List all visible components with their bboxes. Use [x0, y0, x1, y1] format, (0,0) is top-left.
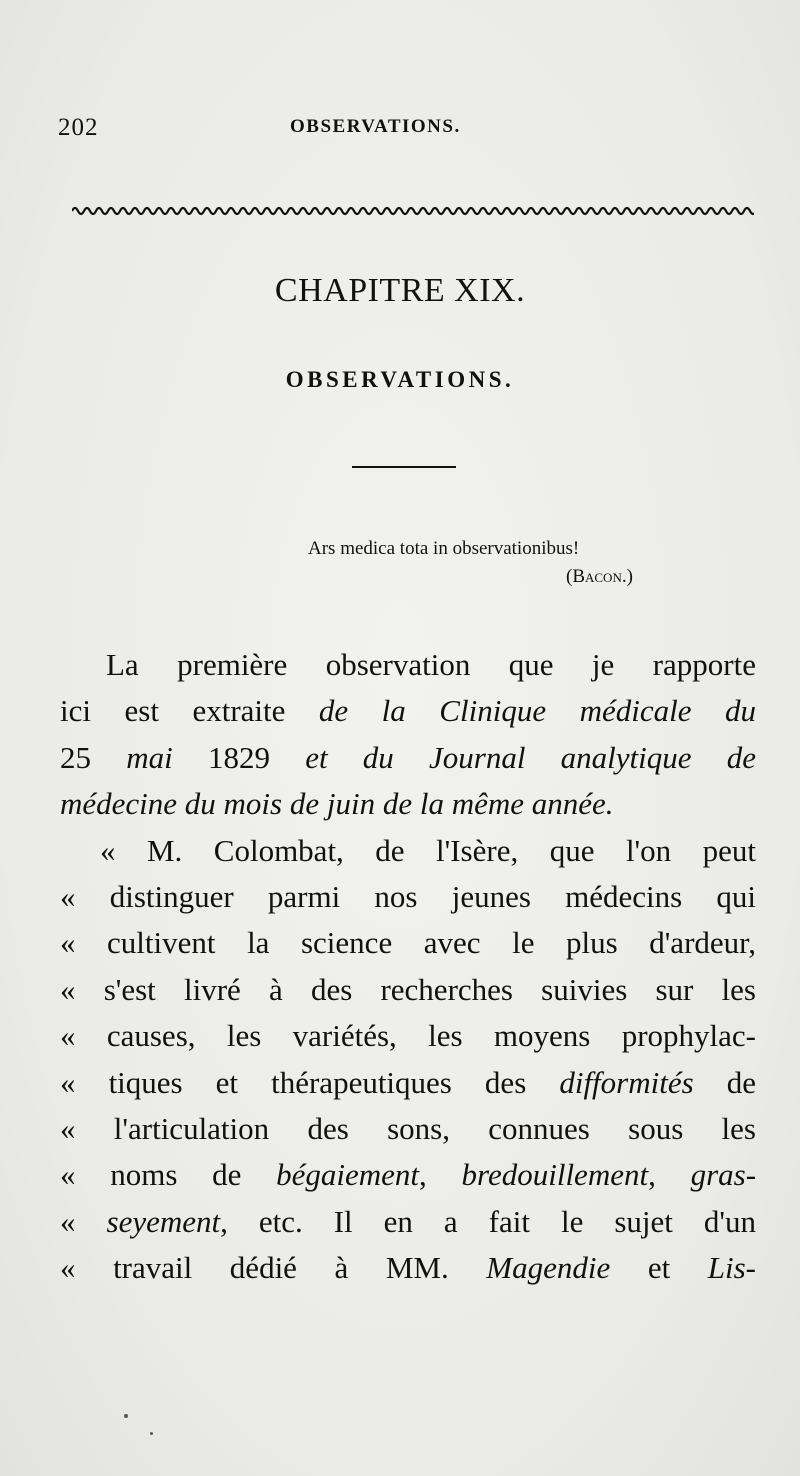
- text-line: « distinguer parmi nos jeunes médecins qui: [60, 878, 756, 914]
- text-line: ici est extraite de la Clinique médicale du: [60, 693, 756, 729]
- body-text: [60, 642, 756, 1291]
- paper-speck: [124, 1414, 128, 1418]
- text-line: « cultivent la science avec le plus d'ardeur,: [60, 925, 756, 961]
- page-header: [58, 114, 748, 148]
- epigraph-source: (Bacon.): [566, 566, 633, 587]
- paper-speck: [150, 1432, 153, 1435]
- text-line: « tiques et thérapeutiques des difformités de: [60, 1064, 756, 1100]
- text-line: « travail dédié à MM. Magendie et Lis-: [60, 1250, 757, 1286]
- running-head: OBSERVATIONS.: [290, 116, 461, 137]
- text-line: « seyement, etc. Il en a fait le sujet d'un: [60, 1203, 756, 1239]
- chapter-title: CHAPITRE XIX.: [274, 272, 526, 309]
- section-title: OBSERVATIONS.: [285, 367, 515, 392]
- text-line: « l'articulation des sons, connues sous les: [60, 1110, 756, 1146]
- section-divider: [352, 466, 456, 468]
- text-line: « s'est livré à des recherches suivies sur les: [60, 971, 756, 1007]
- ornamental-wave-rule: [72, 203, 754, 219]
- text-line: 25 mai 1829 et du Journal analytique de: [60, 739, 757, 775]
- text-line: « noms de bégaiement, bredouillement, gras-: [60, 1157, 757, 1193]
- text-line: « causes, les variétés, les moyens prophylac-: [60, 1018, 756, 1054]
- text-line: « M. Colombat, de l'Isère, que l'on peut: [100, 832, 756, 868]
- text-line: médecine du mois de juin de la même année.: [60, 786, 614, 822]
- page-number: 202: [58, 114, 99, 141]
- text-line: La première observation que je rapporte: [106, 647, 756, 682]
- epigraph-quote: Ars medica tota in observationibus!: [308, 538, 580, 559]
